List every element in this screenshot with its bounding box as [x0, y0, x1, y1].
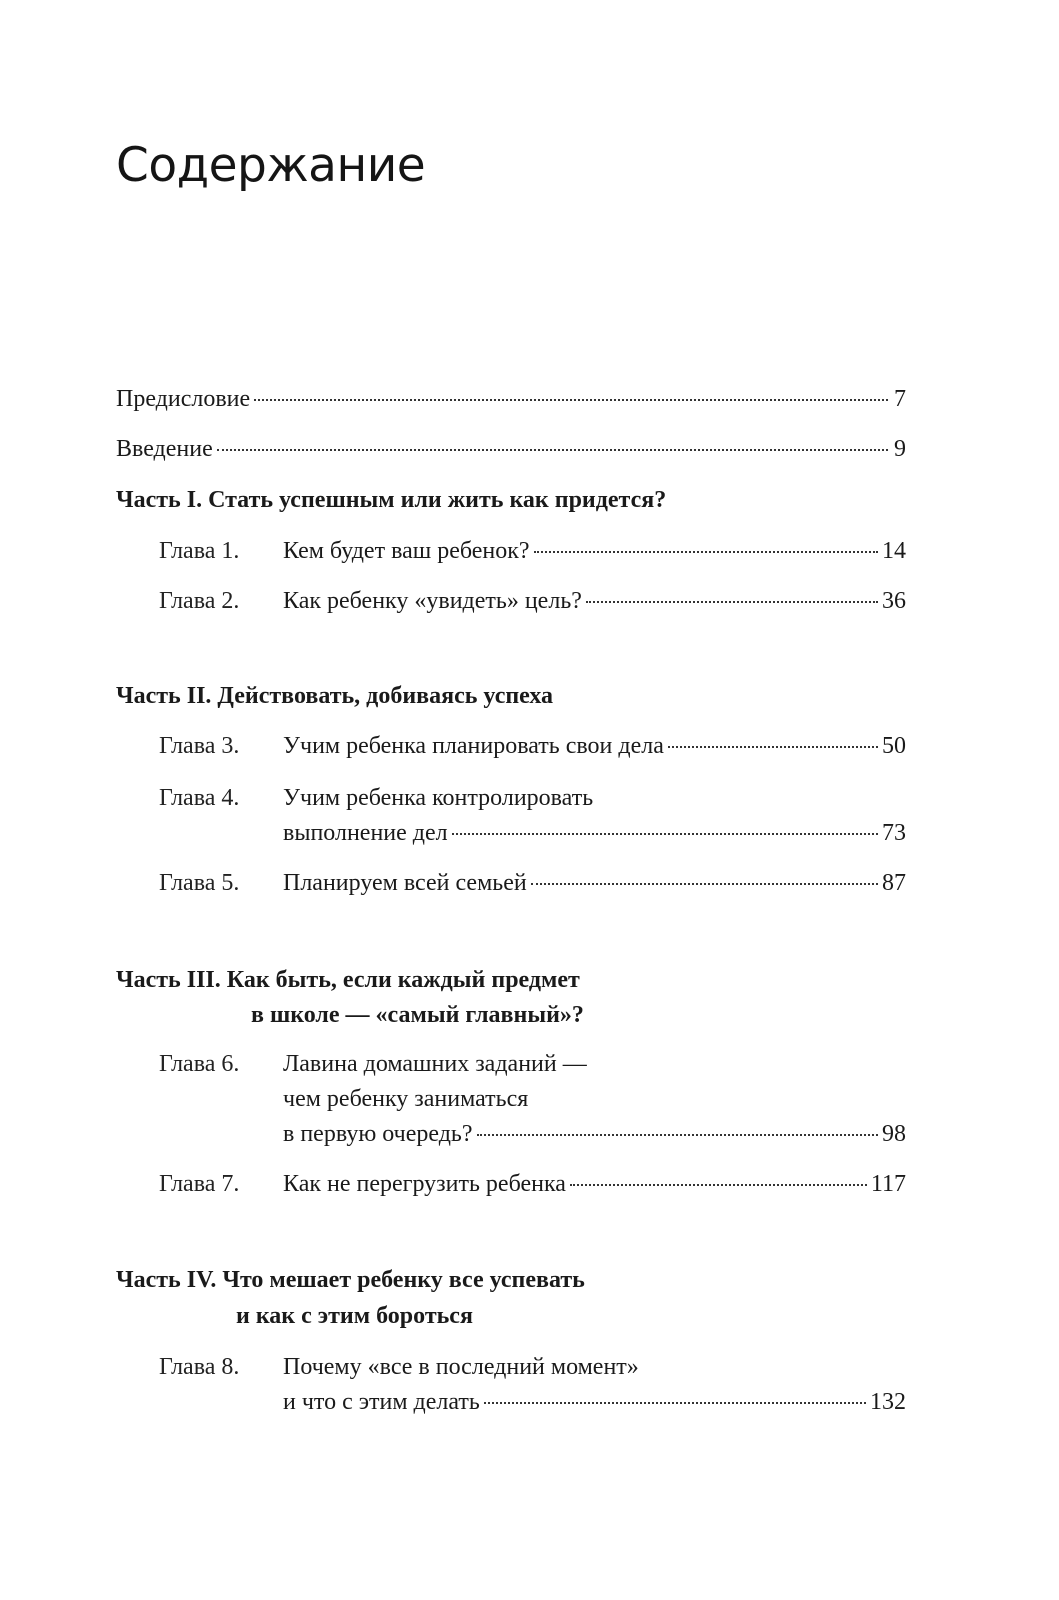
toc-page-number: 87 — [882, 870, 906, 896]
chapter-number: Глава 3. — [159, 733, 240, 759]
chapter-title: Учим ребенка планировать свои дела — [283, 733, 664, 759]
chapter-title: Как не перегрузить ребенка — [283, 1171, 566, 1197]
toc-page-number: 132 — [870, 1389, 906, 1415]
chapter-number: Глава 4. — [159, 785, 240, 811]
dot-leader — [534, 551, 878, 553]
part-title: Часть III. Как быть, если каждый предмет — [116, 967, 580, 993]
dot-leader — [531, 883, 878, 885]
part-title-cont: и как с этим бороться — [236, 1303, 473, 1329]
part-title: Часть I. Стать успешным или жить как придется? — [116, 487, 667, 513]
chapter-number: Глава 7. — [159, 1171, 240, 1197]
toc-chapter-entry — [283, 1384, 906, 1420]
chapter-number: Глава 6. — [159, 1051, 240, 1077]
chapter-number: Глава 2. — [159, 588, 240, 614]
page-title: Содержание — [116, 138, 426, 193]
chapter-title-cont: и что с этим делать — [283, 1389, 480, 1415]
toc-page-number: 50 — [882, 733, 906, 759]
chapter-number: Глава 5. — [159, 870, 240, 896]
toc-chapter-entry — [283, 1166, 906, 1202]
toc-page-number: 7 — [894, 386, 906, 412]
toc-page-number: 73 — [882, 820, 906, 846]
dot-leader — [452, 833, 878, 835]
chapter-title-cont: в первую очередь? — [283, 1121, 473, 1147]
toc-entry-label: Предисловие — [116, 386, 251, 412]
chapter-title: Как ребенку «увидеть» цель? — [283, 588, 582, 614]
toc-chapter-entry — [283, 728, 906, 764]
chapter-title: Кем будет ваш ребенок? — [283, 538, 530, 564]
toc-page-number: 36 — [882, 588, 906, 614]
part-title: Часть IV. Что мешает ребенку все успевать — [116, 1267, 585, 1293]
dot-leader — [586, 601, 878, 603]
toc-chapter-entry — [283, 1116, 906, 1152]
dot-leader — [484, 1402, 866, 1404]
chapter-number: Глава 8. — [159, 1354, 240, 1380]
toc-page-number: 14 — [882, 538, 906, 564]
toc-entry-intro — [116, 431, 906, 467]
toc-chapter-entry — [283, 583, 906, 619]
toc-entry-preface — [116, 381, 906, 417]
toc-chapter-entry — [283, 865, 906, 901]
toc-page-number: 98 — [882, 1121, 906, 1147]
dot-leader — [254, 399, 888, 401]
toc-chapter-entry — [283, 815, 906, 851]
dot-leader — [477, 1134, 878, 1136]
part-title-cont: в школе — «самый главный»? — [251, 1002, 584, 1028]
chapter-title: Лавина домашних заданий — — [283, 1051, 587, 1077]
dot-leader — [668, 746, 878, 748]
toc-page-number: 117 — [870, 1171, 906, 1197]
chapter-title: Планируем всей семьей — [283, 870, 527, 896]
toc-chapter-entry — [283, 533, 906, 569]
part-title: Часть II. Действовать, добиваясь успеха — [116, 683, 554, 709]
toc-page-number: 9 — [894, 436, 906, 462]
dot-leader — [570, 1184, 867, 1186]
dot-leader — [217, 449, 888, 451]
chapter-title: Почему «все в последний момент» — [283, 1354, 639, 1380]
chapter-title-cont: чем ребенку заниматься — [283, 1086, 529, 1112]
chapter-title: Учим ребенка контролировать — [283, 785, 594, 811]
toc-entry-label: Введение — [116, 436, 213, 462]
chapter-number: Глава 1. — [159, 538, 240, 564]
chapter-title-cont: выполнение дел — [283, 820, 448, 846]
